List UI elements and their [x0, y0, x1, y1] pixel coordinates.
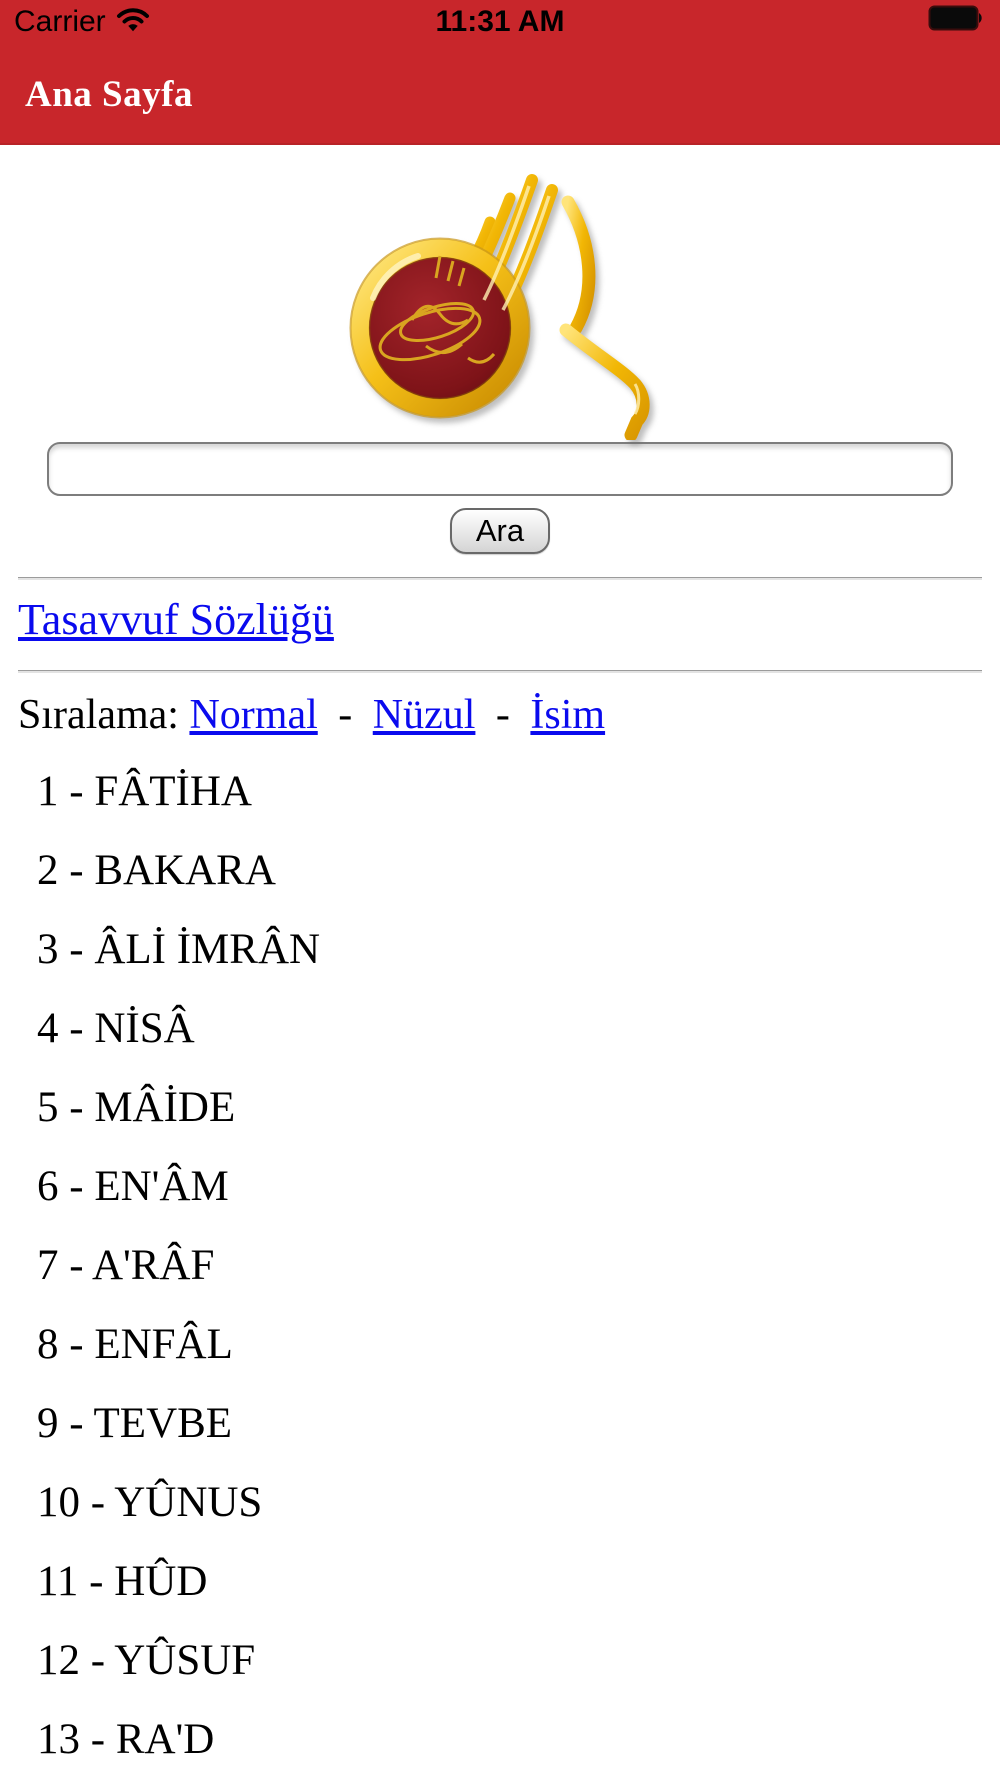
sort-separator: - — [338, 692, 353, 738]
surah-list-item[interactable]: 11 - HÛD — [37, 1558, 208, 1605]
divider — [18, 577, 982, 580]
status-time: 11:31 AM — [435, 5, 565, 38]
sort-separator: - — [495, 692, 510, 738]
sort-option-nuzul[interactable]: Nüzul — [372, 692, 476, 738]
logo-container — [0, 170, 1000, 440]
ottoman-tughra-logo — [340, 170, 660, 440]
carrier-label: Carrier — [14, 5, 106, 38]
sort-option-isim[interactable]: İsim — [530, 692, 606, 738]
surah-list-item[interactable]: 9 - TEVBE — [37, 1400, 233, 1447]
search-button[interactable]: Ara — [450, 508, 550, 554]
surah-list-item[interactable]: 6 - EN'ÂM — [37, 1163, 229, 1210]
dictionary-line — [18, 594, 982, 646]
nav-bar — [0, 44, 1000, 145]
surah-list-item[interactable]: 7 - A'RÂF — [37, 1242, 215, 1289]
sort-line — [18, 691, 982, 739]
sort-option-normal[interactable]: Normal — [189, 692, 318, 738]
header — [0, 0, 1000, 145]
status-bar — [0, 0, 1000, 44]
sort-label: Sıralama: — [18, 692, 179, 738]
surah-list-item[interactable]: 12 - YÛSUF — [37, 1637, 256, 1684]
surah-list-item[interactable]: 4 - NİSÂ — [37, 1005, 195, 1052]
surah-list-item[interactable]: 3 - ÂLİ İMRÂN — [37, 926, 321, 973]
page-title: Ana Sayfa — [25, 74, 193, 115]
surah-list-item[interactable]: 13 - RA'D — [37, 1716, 215, 1763]
surah-list-item[interactable]: 10 - YÛNUS — [37, 1479, 263, 1526]
tasavvuf-dictionary-link[interactable]: Tasavvuf Sözlüğü — [18, 595, 334, 644]
divider — [18, 670, 982, 673]
surah-list-item[interactable]: 2 - BAKARA — [37, 847, 276, 894]
surah-list-item[interactable]: 5 - MÂİDE — [37, 1084, 236, 1131]
surah-list-item[interactable]: 1 - FÂTİHA — [37, 768, 252, 815]
search-input[interactable] — [47, 442, 953, 496]
surah-list-item[interactable]: 8 - ENFÂL — [37, 1321, 233, 1368]
surah-list — [0, 769, 1000, 1763]
